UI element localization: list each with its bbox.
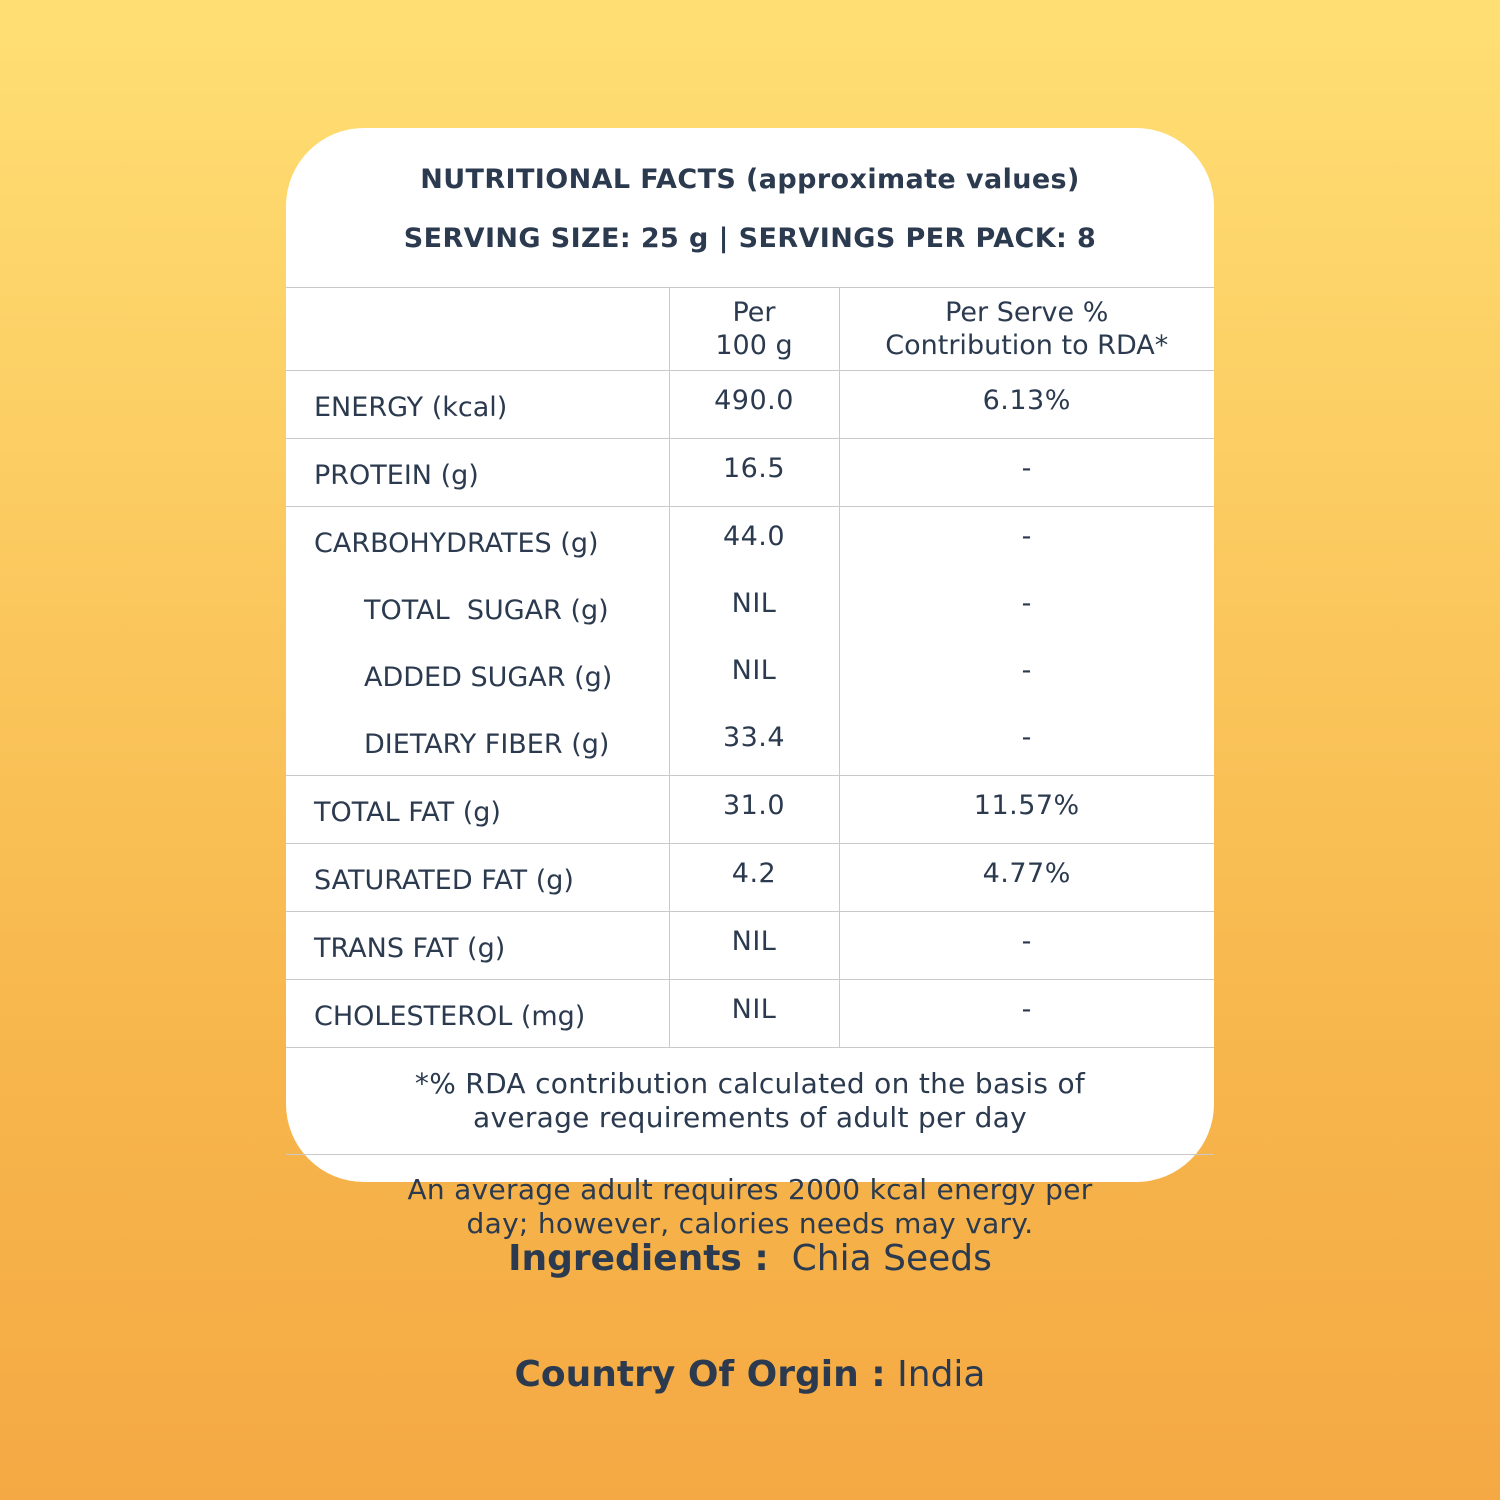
- rda-footnote: [286, 1048, 1214, 1155]
- row-rda: -: [839, 507, 1214, 575]
- row-per100: NIL: [669, 912, 839, 980]
- table-header-row: [286, 288, 1214, 371]
- rda-header-line1: Per Serve %: [945, 297, 1109, 328]
- row-rda: -: [839, 439, 1214, 507]
- nutrition-table: [286, 288, 1214, 1048]
- table-row-added-sugar: [286, 641, 1214, 708]
- row-per100: 4.2: [669, 844, 839, 912]
- table-row-energy: [286, 371, 1214, 439]
- origin-value: India: [897, 1354, 986, 1395]
- origin-line: [0, 1354, 1500, 1395]
- row-label: CHOLESTEROL (mg): [286, 980, 669, 1048]
- serving-info: SERVING SIZE: 25 g | SERVINGS PER PACK: 8: [403, 223, 1097, 254]
- row-per100: NIL: [669, 641, 839, 708]
- row-label: DIETARY FIBER (g): [286, 708, 669, 776]
- row-rda: 4.77%: [839, 844, 1214, 912]
- row-rda: 11.57%: [839, 776, 1214, 844]
- row-per100: NIL: [669, 574, 839, 641]
- table-row-dietary-fiber: [286, 708, 1214, 776]
- energy-note-line2: day; however, calories needs may vary.: [466, 1207, 1034, 1240]
- energy-note-line1: An average adult requires 2000 kcal energy per: [407, 1173, 1093, 1206]
- row-label: CARBOHYDRATES (g): [314, 528, 599, 559]
- per-100g-header-line2: 100 g: [715, 330, 793, 361]
- nutrient-column-header: [286, 288, 669, 371]
- card-header: [286, 128, 1214, 288]
- row-label: PROTEIN (g): [286, 439, 669, 507]
- row-per100: 44.0: [669, 507, 839, 575]
- nutrition-title: NUTRITIONAL FACTS (approximate values): [420, 164, 1080, 195]
- row-rda: -: [839, 980, 1214, 1048]
- row-label: SATURATED FAT (g): [286, 844, 669, 912]
- row-rda: 6.13%: [839, 371, 1214, 439]
- ingredients-label: Ingredients :: [508, 1238, 769, 1279]
- per-100g-column-header: [669, 288, 839, 371]
- row-per100: 16.5: [669, 439, 839, 507]
- row-label: TOTAL FAT (g): [286, 776, 669, 844]
- row-rda: -: [839, 574, 1214, 641]
- rda-column-header: [839, 288, 1214, 371]
- row-rda: -: [839, 708, 1214, 776]
- rda-footnote-line2: average requirements of adult per day: [472, 1101, 1028, 1134]
- row-label: TRANS FAT (g): [286, 912, 669, 980]
- row-per100: NIL: [669, 980, 839, 1048]
- rda-footnote-line1: *% RDA contribution calculated on the basis of: [414, 1067, 1086, 1100]
- rda-header-line2: Contribution to RDA*: [885, 330, 1169, 361]
- table-row-protein: [286, 439, 1214, 507]
- row-label: ADDED SUGAR (g): [364, 662, 613, 693]
- table-row-total-sugar: [286, 574, 1214, 641]
- row-per100: 31.0: [669, 776, 839, 844]
- per-100g-header-line1: Per: [732, 297, 776, 328]
- table-row-trans-fat: [286, 912, 1214, 980]
- ingredients-value: Chia Seeds: [791, 1238, 992, 1279]
- row-label: TOTAL SUGAR (g): [364, 595, 609, 626]
- row-per100: 490.0: [669, 371, 839, 439]
- origin-label: Country Of Orgin :: [514, 1354, 886, 1395]
- row-label: ENERGY (kcal): [286, 371, 669, 439]
- table-row-saturated-fat: [286, 844, 1214, 912]
- table-row-carbohydrates: [286, 507, 1214, 575]
- ingredients-line: [0, 1238, 1500, 1279]
- table-row-total-fat: [286, 776, 1214, 844]
- row-rda: -: [839, 912, 1214, 980]
- nutrition-card: [286, 128, 1214, 1240]
- table-row-cholesterol: [286, 980, 1214, 1048]
- row-rda: -: [839, 641, 1214, 708]
- row-per100: 33.4: [669, 708, 839, 776]
